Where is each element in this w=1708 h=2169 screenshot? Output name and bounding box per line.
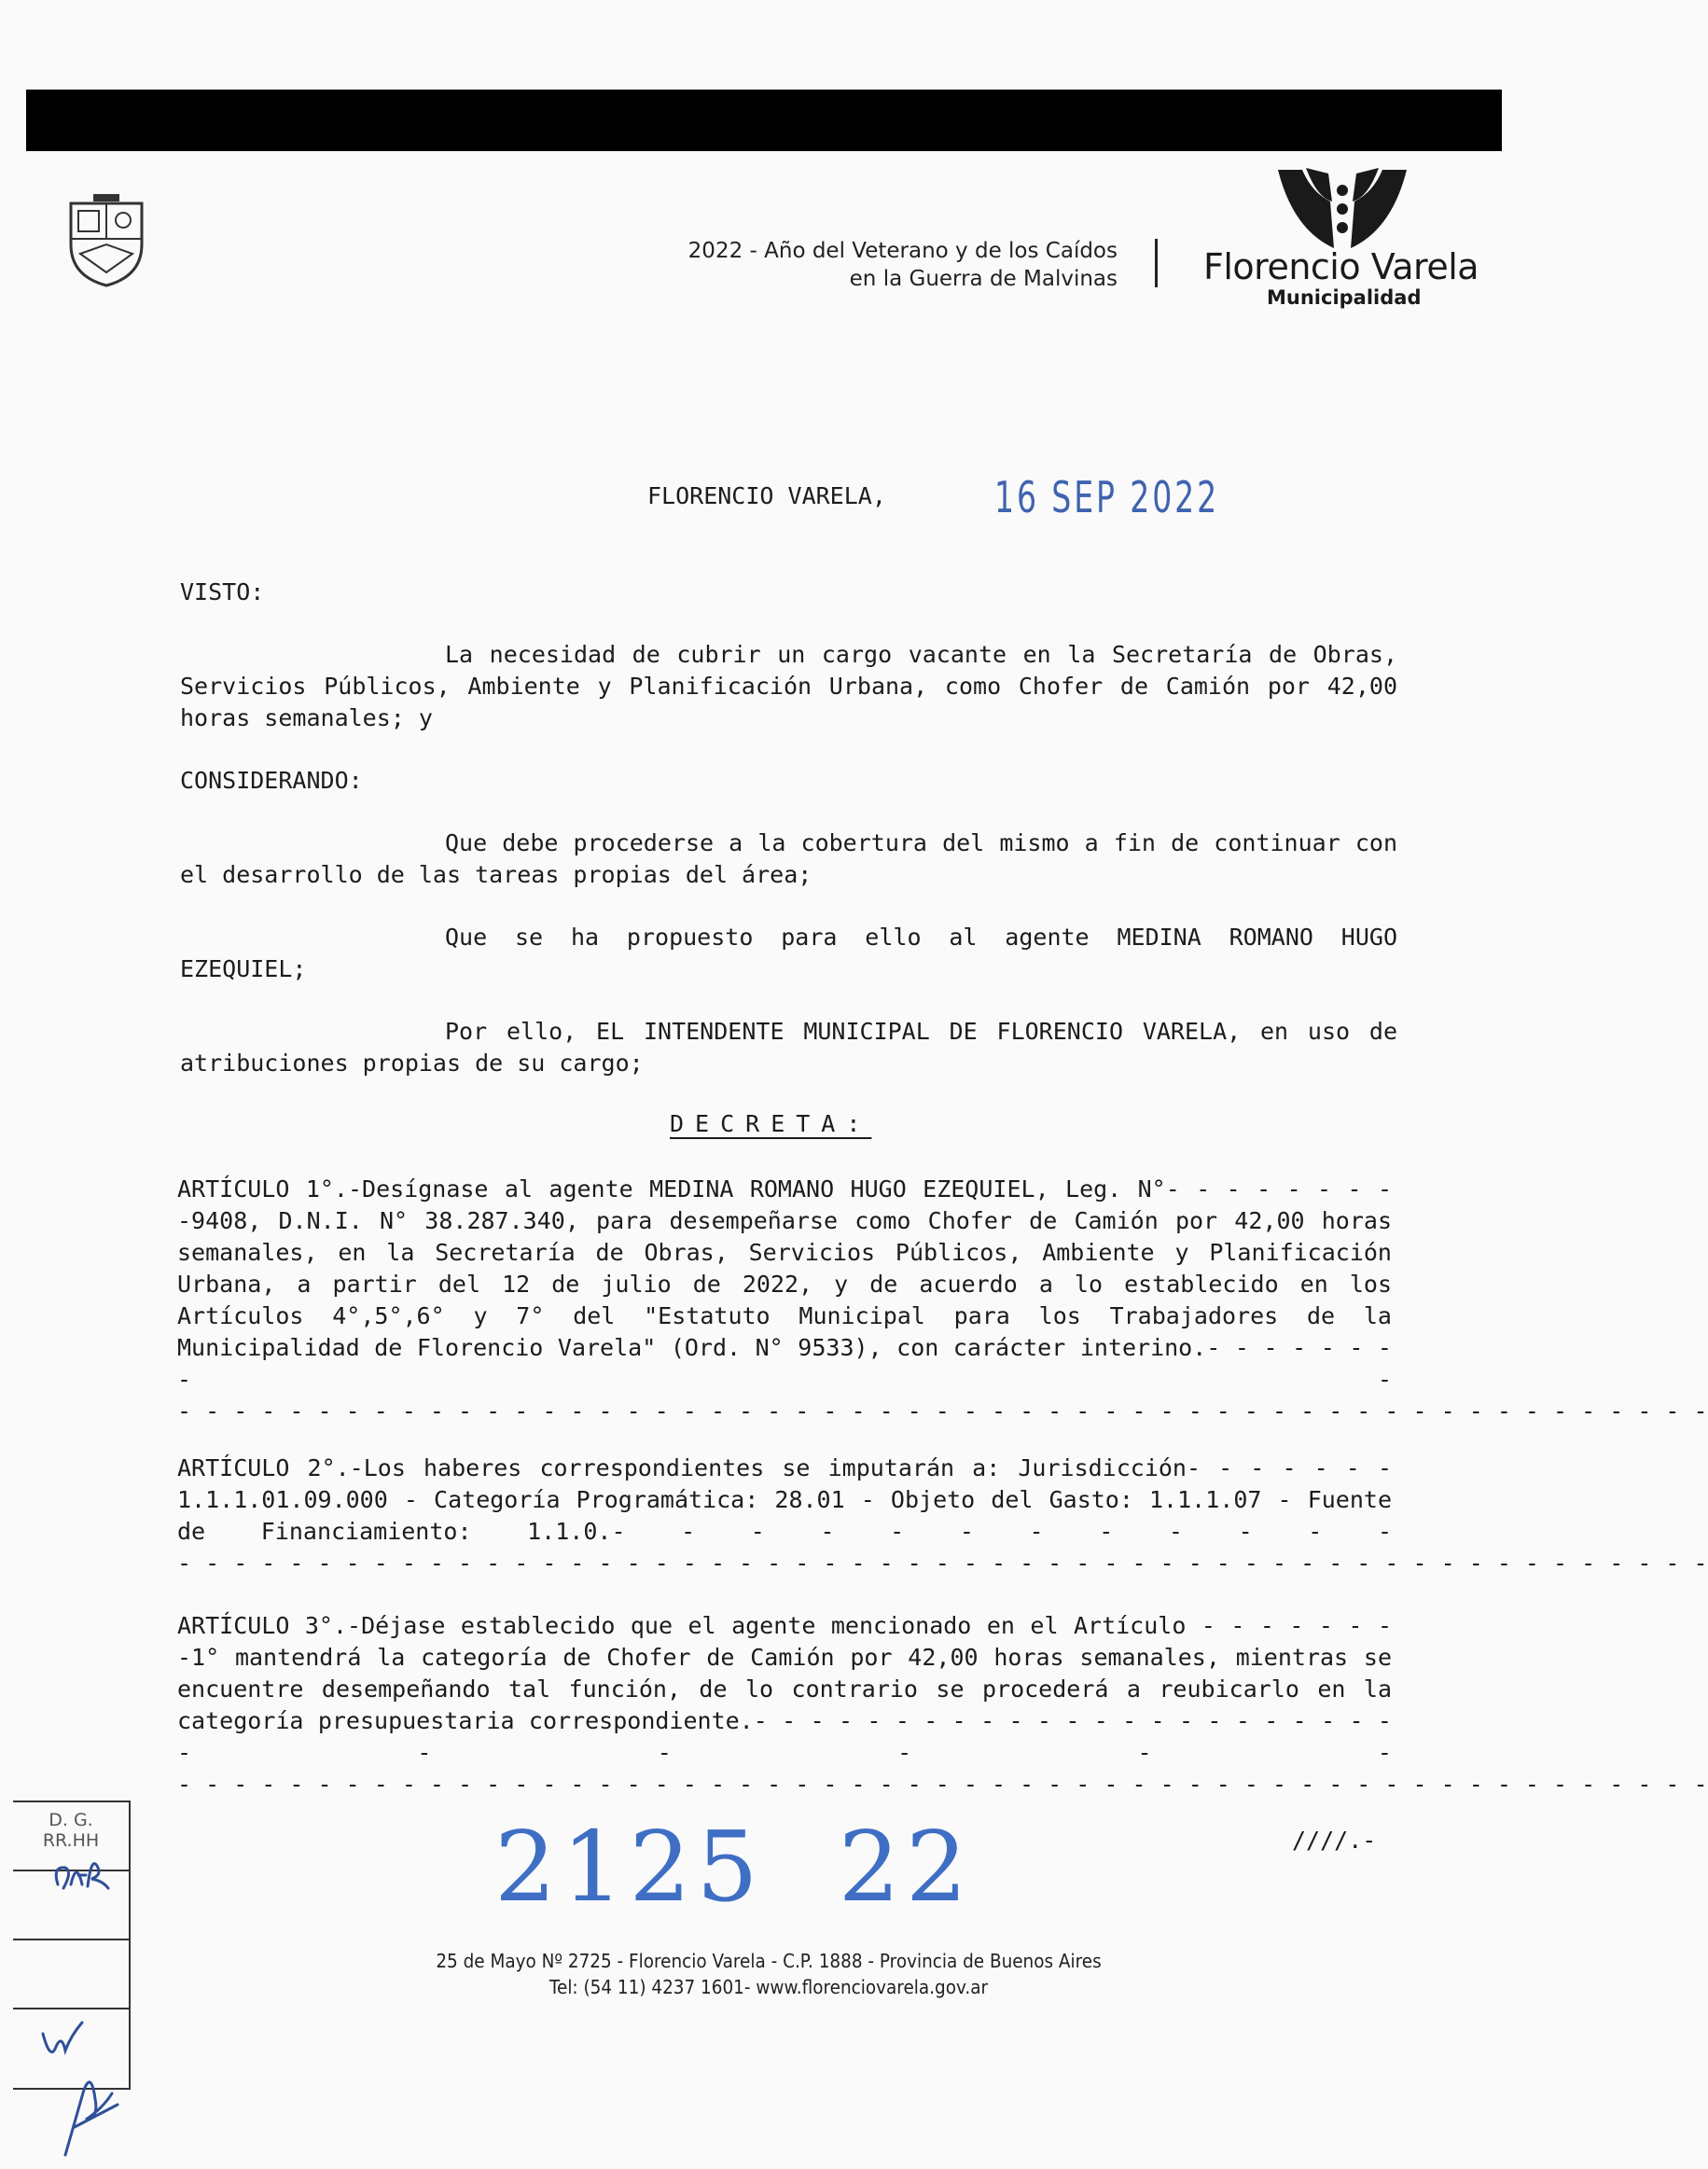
considerando-heading: CONSIDERANDO: (180, 767, 363, 794)
florencio-varela-logo-icon (1274, 164, 1410, 252)
considerando-text-1: Que debe procederse a la cobertura del mismo a fin de continuar con el desarrollo de las tareas propias del área; (180, 829, 1397, 888)
handwritten-initials-icon (49, 1847, 114, 1903)
article-1 (177, 1174, 1708, 1427)
article-2-dash-fill: - - - - - - - - - - - - - - - - - - - - - - - - - - - - - - - - - - - - - - - - - - - - - - - - - - - - - - - (177, 1550, 1708, 1577)
article-3 (177, 1610, 1708, 1801)
place-line: FLORENCIO VARELA, (647, 482, 886, 509)
footer-contact: Tel: (54 11) 4237 1601- www.florenciovarela.gov.ar (549, 1976, 989, 1998)
decree-number-stamp (494, 1810, 973, 1924)
year-motto (688, 237, 1118, 293)
municipal-seal-icon (65, 187, 147, 289)
visto-text: La necesidad de cubrir un cargo vacante en la Secretaría de Obras, Servicios Públicos, Ambiente y Planificación Urbana, como Chofer de Camión por 42,00 horas semanales; y (180, 641, 1397, 731)
redaction-bar (26, 90, 1502, 151)
handwritten-signature-icon (37, 2015, 131, 2164)
decreta-heading: DECRETA: (670, 1110, 872, 1137)
considerando-paragraph-3 (180, 1016, 1397, 1079)
brand-name: Florencio Varela (1203, 246, 1479, 287)
visto-heading: VISTO: (180, 578, 265, 605)
routing-label (13, 1810, 129, 1851)
considerando-paragraph-2 (180, 922, 1397, 985)
decree-number: 2125 (494, 1810, 764, 1924)
continue-mark: ////.- (1292, 1827, 1377, 1854)
article-1-text: ARTÍCULO 1°.-Desígnase al agente MEDINA ROMANO HUGO EZEQUIEL, Leg. N°- - - - - - - - -9408, D.N.I. N° 38.287.340, para desempeñarse como Chofer de Camión por 42,00 horas semanales, en la Secretaría de Obras, Servicios Públicos, Ambiente y Planificación Urbana, a partir del 12 de julio de 2022, y de acuerdo a lo establecido en los Artículos 4°,5°,6° y 7° del "Estatuto Municipal para los Trabajadores de la Municipalidad de Florencio Varela" (Ord. N° 9533), con carácter interino.- - - - - - - - - (177, 1175, 1392, 1393)
routing-label-line-2: RR.HH (42, 1830, 100, 1851)
brand-subtitle: Municipalidad (1267, 286, 1422, 309)
date-stamp: 16 SEP 2022 (994, 472, 1220, 522)
footer-address: 25 de Mayo Nº 2725 - Florencio Varela - C.P. 1888 - Provincia de Buenos Aires (436, 1950, 1102, 1972)
visto-paragraph (180, 639, 1397, 734)
article-2 (177, 1453, 1708, 1579)
header-divider (1155, 239, 1158, 287)
routing-label-line-1: D. G. (49, 1810, 93, 1830)
article-3-text: ARTÍCULO 3°.-Déjase establecido que el agente mencionado en el Artículo - - - - - - - -1° mantendrá la categoría de Chofer de Camión por 42,00 horas semanales, mientras se encuentre desempeñando tal función, de lo contrario se procederá a reubicarlo en la categoría presupuestaria correspondiente.- - - - - - - - - - - - - - - - - - - - - - - - - - - - - (177, 1612, 1392, 1766)
article-1-dash-fill: - - - - - - - - - - - - - - - - - - - - - - - - - - - - - - - - - - - - - - - - - - - - - - - - - - - - - - - (177, 1397, 1708, 1425)
motto-line-2: en la Guerra de Malvinas (849, 267, 1118, 291)
considerando-paragraph-1 (180, 827, 1397, 891)
considerando-text-3: Por ello, EL INTENDENTE MUNICIPAL DE FLORENCIO VARELA, en uso de atribuciones propias de su cargo; (180, 1018, 1397, 1077)
article-2-text: ARTÍCULO 2°.-Los haberes correspondientes se imputarán a: Jurisdicción- - - - - - - 1.1.1.01.09.000 - Categoría Programática: 28.01 - Objeto del Gasto: 1.1.1.07 - Fuente de Financiamiento: 1.1.0.- - - - - - - - - - - - (177, 1454, 1392, 1545)
decree-year: 22 (838, 1810, 974, 1924)
article-3-dash-fill: - - - - - - - - - - - - - - - - - - - - - - - - - - - - - - - - - - - - - - - - - - - - - - - - - - - - - - - (177, 1771, 1708, 1798)
motto-line-1: 2022 - Año del Veterano y de los Caídos (687, 239, 1118, 263)
considerando-text-2: Que se ha propuesto para ello al agente MEDINA ROMANO HUGO EZEQUIEL; (180, 924, 1397, 982)
